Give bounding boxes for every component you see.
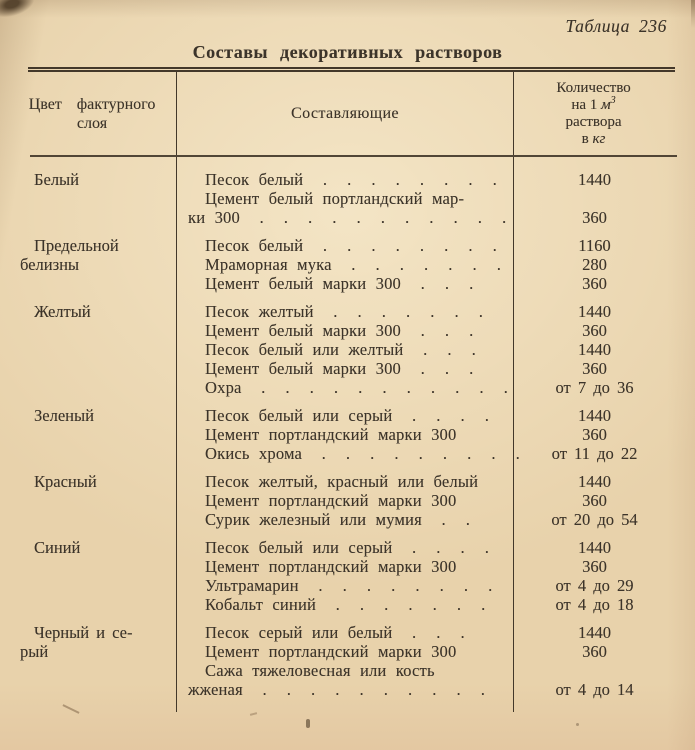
quantity-value: от 4 до 14	[555, 680, 634, 699]
component-text: Сажа тяжеловесная или кость	[205, 661, 435, 680]
qty-unit-kg: кг	[592, 130, 606, 147]
quantity-cell	[513, 463, 687, 529]
component-line	[177, 255, 513, 274]
components-cell	[176, 614, 513, 699]
paper-speck	[250, 712, 257, 716]
dot-leader: . . .	[392, 623, 466, 642]
quantity-value: от 4 до 18	[555, 595, 634, 614]
table-section-row	[8, 227, 687, 293]
table-section-row	[8, 397, 687, 463]
paper-speck	[306, 719, 310, 728]
component-line	[177, 340, 513, 359]
components-cell	[176, 397, 521, 463]
quantity-cell	[513, 529, 687, 614]
color-label: Синий	[34, 538, 81, 557]
quantity-value: от 4 до 29	[555, 576, 634, 595]
dot-leader: . . .	[403, 340, 477, 359]
dot-leader: . . . . . . .	[313, 302, 484, 321]
quantity-value: 360	[582, 642, 607, 661]
dot-leader: . . .	[400, 321, 474, 340]
component-line	[177, 444, 521, 463]
component-line	[177, 208, 513, 227]
quantity-value: от 11 до 22	[551, 444, 638, 463]
component-line	[177, 595, 513, 614]
qty-word: в	[581, 130, 593, 147]
dot-leader: . . . . . . . .	[303, 236, 498, 255]
component-text: Цемент портландский марки 300	[205, 491, 457, 510]
scan-edge-mark	[691, 0, 695, 28]
component-line	[177, 680, 513, 699]
component-line	[177, 274, 513, 293]
dot-leader: . . . . . . .	[316, 595, 486, 614]
component-text: Сурик железный или мумия	[205, 510, 422, 529]
color-label: Зеленый	[34, 406, 94, 425]
quantity-value: 360	[582, 321, 607, 340]
header-color-column	[8, 72, 176, 155]
quantity-cell	[513, 157, 687, 227]
dot-leader: . . .	[400, 359, 474, 378]
component-text: Цемент портландский марки 300	[205, 642, 457, 661]
dot-leader: . . . .	[392, 538, 490, 557]
paper-speck	[576, 723, 579, 726]
header-qty-line4	[514, 131, 673, 148]
color-label: Черный и се-	[34, 623, 133, 642]
table-section-row	[8, 529, 687, 614]
header-quantity-column	[513, 72, 687, 155]
color-label: Красный	[34, 472, 97, 491]
component-text: Цемент белый марки 300	[205, 321, 401, 340]
component-text: ки 300	[188, 208, 240, 227]
quantity-cell	[513, 227, 687, 293]
qty-word: на 1	[571, 96, 602, 113]
dot-leader: . . . . . . . . . . .	[239, 208, 507, 227]
quantity-value: от 7 до 36	[555, 378, 634, 397]
component-text: Цемент белый портландский мар-	[205, 189, 465, 208]
component-line	[177, 491, 513, 510]
color-cell	[8, 614, 176, 699]
component-text: Песок белый	[205, 170, 304, 189]
dot-leader: . . . .	[392, 406, 490, 425]
header-qty-line1	[514, 80, 673, 97]
quantity-value: 360	[582, 557, 607, 576]
table-section-row	[8, 293, 687, 397]
color-label: Желтый	[34, 302, 91, 321]
quantity-value	[514, 661, 687, 680]
header-separator-rule	[30, 155, 677, 157]
component-text: жженая	[188, 680, 243, 699]
color-cell	[8, 397, 176, 463]
component-line	[177, 302, 513, 321]
component-line	[177, 661, 513, 680]
quantity-value: 1440	[578, 538, 611, 557]
component-line	[177, 623, 513, 642]
dot-leader: . . . . . . . .	[298, 576, 493, 595]
spacer-cell	[176, 699, 513, 712]
components-cell	[176, 157, 513, 227]
component-text: Песок белый или серый	[205, 538, 393, 557]
component-line	[177, 425, 513, 444]
quantity-value: 360	[582, 208, 607, 227]
components-cell	[176, 463, 513, 529]
color-label: белизны	[20, 255, 79, 274]
quantity-value: от 20 до 54	[551, 510, 638, 529]
table-number: Таблица 236	[565, 16, 667, 36]
spacer-cell	[8, 699, 176, 712]
color-label: Белый	[34, 170, 79, 189]
quantity-value: 1440	[578, 170, 611, 189]
color-label: Предельной	[34, 236, 119, 255]
quantity-value: 360	[582, 359, 607, 378]
component-line	[177, 510, 513, 529]
dot-leader: . . . . . . . . . . .	[241, 378, 509, 397]
component-line	[177, 321, 513, 340]
table-header-row	[8, 72, 687, 155]
quantity-value: 360	[582, 274, 607, 293]
dot-leader: . . . . . . .	[331, 255, 502, 274]
header-col2-label: Составляющие	[291, 105, 399, 122]
component-text: Кобальт синий	[205, 595, 317, 614]
dot-leader: . . . . . . . . .	[302, 444, 521, 463]
color-cell	[8, 227, 176, 293]
bottom-rule-extension	[8, 699, 687, 712]
component-line	[177, 406, 513, 425]
component-line	[177, 236, 513, 255]
component-text: Песок желтый	[205, 302, 314, 321]
component-line	[177, 378, 513, 397]
quantity-cell	[513, 614, 687, 699]
color-cell	[8, 463, 176, 529]
quantity-cell	[513, 397, 687, 463]
dot-leader: . . .	[400, 274, 474, 293]
qty-superscript: 3	[610, 94, 616, 106]
header-qty-line2	[514, 94, 673, 114]
table-section-row	[8, 157, 687, 227]
quantity-value: 360	[582, 425, 607, 444]
component-line	[177, 189, 513, 208]
components-cell	[176, 227, 513, 293]
header-qty-line3	[514, 114, 673, 131]
component-text: Мраморная мука	[205, 255, 332, 274]
component-line	[177, 642, 513, 661]
color-cell	[8, 293, 176, 397]
quantity-value: 360	[582, 491, 607, 510]
dot-leader: . . . . . . . .	[303, 170, 498, 189]
quantity-value: 1440	[578, 340, 611, 359]
component-line	[177, 472, 513, 491]
component-text: Песок желтый, красный или белый	[205, 472, 479, 491]
component-text: Песок белый	[205, 236, 304, 255]
component-text: Цемент белый марки 300	[205, 359, 401, 378]
table-section-row	[8, 463, 687, 529]
component-line	[177, 576, 513, 595]
component-text: Цемент портландский марки 300	[205, 557, 457, 576]
color-cell	[8, 157, 176, 227]
quantity-value: 1160	[578, 236, 611, 255]
spacer-cell	[513, 699, 687, 712]
header-components-column	[176, 72, 513, 155]
components-cell	[176, 293, 513, 397]
component-text: Ультрамарин	[205, 576, 299, 595]
color-label: рый	[20, 642, 49, 661]
quantity-value: 1440	[578, 302, 611, 321]
color-cell	[8, 529, 176, 614]
component-line	[177, 170, 513, 189]
quantity-value: 280	[582, 255, 607, 274]
component-text: Песок белый или серый	[205, 406, 393, 425]
quantity-value	[514, 189, 687, 208]
quantity-value: 1440	[578, 472, 611, 491]
qty-word: Количество	[556, 79, 631, 96]
components-cell	[176, 529, 513, 614]
quantity-cell	[513, 293, 687, 397]
component-text: Песок серый или белый	[205, 623, 393, 642]
component-line	[177, 538, 513, 557]
header-col1-line1: Цвет фактурного	[28, 95, 156, 113]
component-line	[177, 557, 513, 576]
component-text: Охра	[205, 378, 242, 397]
component-line	[177, 359, 513, 378]
qty-unit-m: м	[601, 96, 611, 113]
table-caption-row	[0, 0, 695, 36]
component-text: Песок белый или желтый	[205, 340, 404, 359]
dot-leader: . . . . . . . . . .	[242, 680, 486, 699]
quantity-value: 1440	[578, 623, 611, 642]
component-text: Цемент портландский марки 300	[205, 425, 457, 444]
dot-leader: . .	[421, 510, 471, 529]
quantity-value: 1440	[578, 406, 611, 425]
header-col1-line2: слоя	[76, 114, 108, 132]
component-text: Окись хрома	[205, 444, 303, 463]
table-body	[8, 157, 687, 699]
table-section-row	[8, 614, 687, 699]
mortar-compositions-table	[8, 67, 687, 712]
qty-word: раствора	[565, 113, 622, 130]
table-title: Составы декоративных растворов	[192, 42, 503, 62]
component-text: Цемент белый марки 300	[205, 274, 401, 293]
